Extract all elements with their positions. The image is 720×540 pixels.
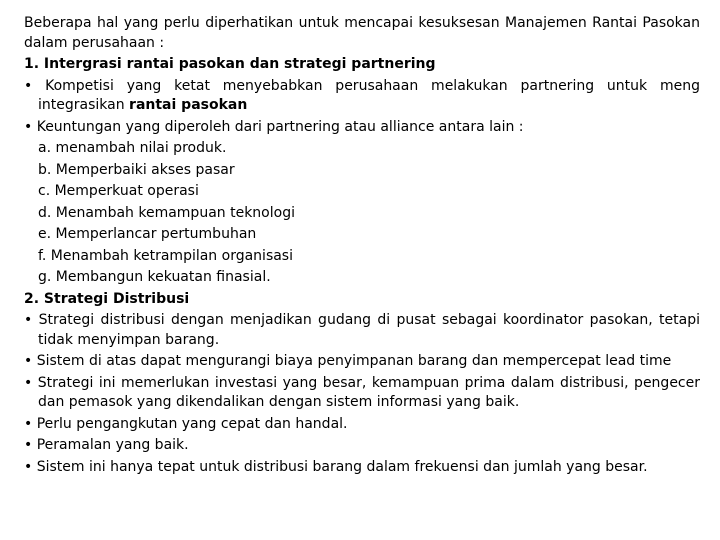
section-2-bullet-4: • Perlu pengangkutan yang cepat dan handal. <box>24 415 348 432</box>
section-1-heading: 1. Intergrasi rantai pasokan dan strategi partnering <box>24 56 436 72</box>
section-1-bullet-1 <box>24 77 700 116</box>
section-2-bullet-2: • Sistem di atas dapat mengurangi biaya penyimpanan barang dan mempercepat lead time <box>24 353 672 369</box>
list-item-d: d. Menambah kemampuan teknologi <box>38 204 295 221</box>
section-2-bullet-1: • Strategi distribusi dengan menjadikan gudang di pusat sebagai koordinator pasokan, tetapi tidak menyimpan barang. <box>24 312 700 348</box>
section-2-heading: 2. Strategi Distribusi <box>24 290 190 307</box>
list-item-f: f. Menambah ketrampilan organisasi <box>38 247 293 264</box>
list-item-e: e. Memperlancar pertumbuhan <box>38 226 257 242</box>
section-2-bullet-6: • Sistem ini hanya tepat untuk distribusi barang dalam frekuensi dan jumlah yang besar. <box>24 458 648 475</box>
bullet-1-text: • Kompetisi yang ketat menyebabkan perusahaan melakukan partnering untuk meng integrasikan <box>24 77 700 113</box>
section-2-bullet-3: • Strategi ini memerlukan investasi yang besar, kemampuan prima dalam distribusi, pengecer dan pemasok yang dikendalikan dengan sistem informasi yang baik. <box>24 374 700 410</box>
intro-paragraph: Beberapa hal yang perlu diperhatikan untuk mencapai kesuksesan Manajemen Rantai Pasokan dalam perusahaan : <box>24 15 700 51</box>
list-item-c: c. Memperkuat operasi <box>38 183 199 199</box>
section-1-bullet-2: • Keuntungan yang diperoleh dari partnering atau alliance antara lain : <box>24 118 524 135</box>
list-item-a: a. menambah nilai produk. <box>38 140 227 156</box>
section-2-bullet-5: • Peramalan yang baik. <box>24 437 189 453</box>
list-item-b: b. Memperbaiki akses pasar <box>38 161 235 178</box>
slide-content <box>24 14 700 479</box>
bullet-1-bold-text: rantai pasokan <box>129 97 248 113</box>
list-item-g: g. Membangun kekuatan finasial. <box>38 269 271 285</box>
